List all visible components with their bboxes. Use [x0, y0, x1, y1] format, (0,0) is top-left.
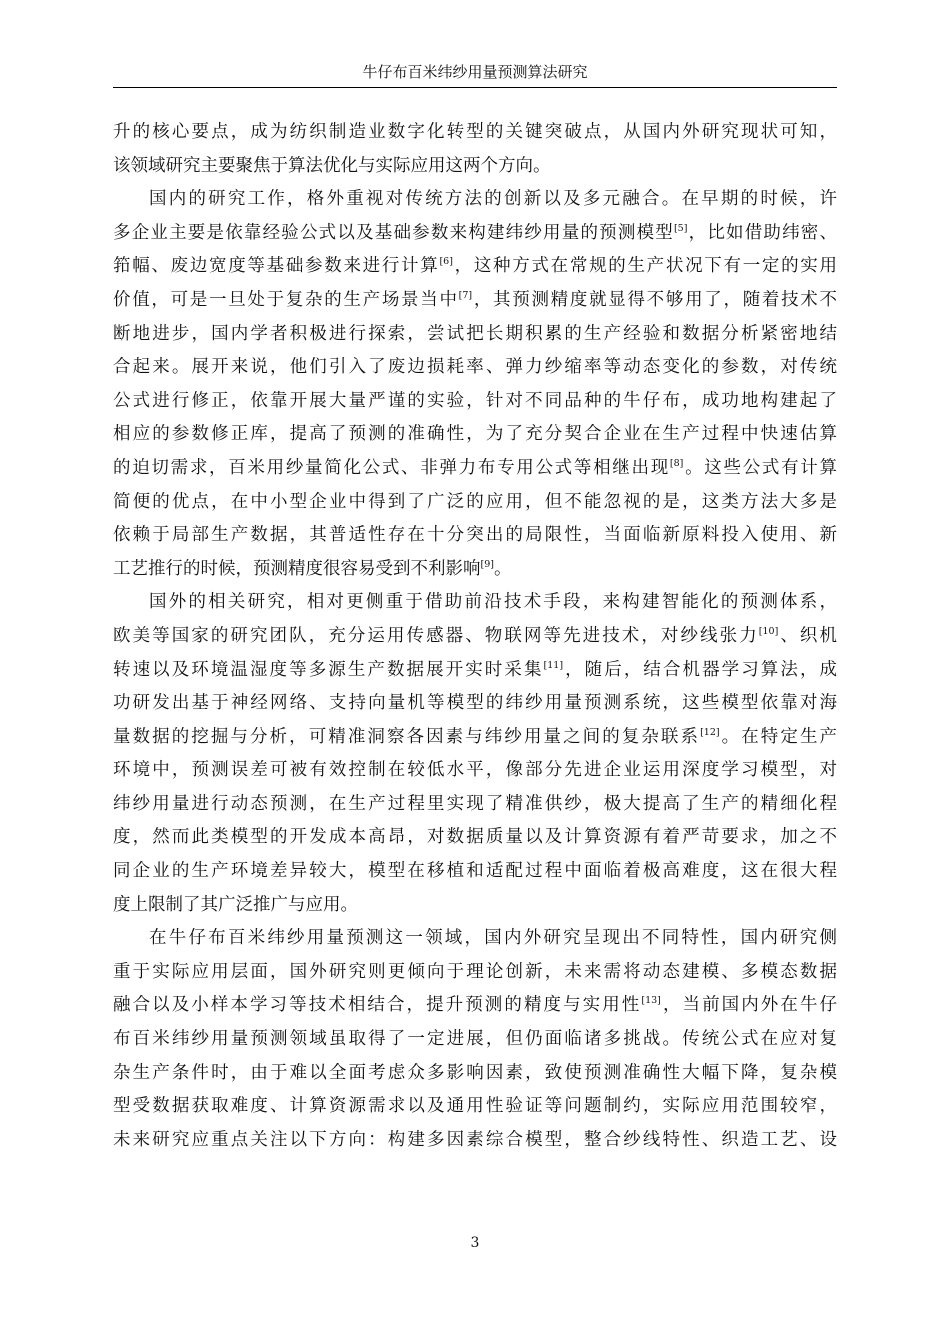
text-segment: 筘幅、废边宽度等基础参数来进行计算 — [113, 256, 440, 277]
text-line — [113, 217, 837, 251]
page-number: 3 — [470, 1235, 480, 1251]
text-line — [113, 150, 837, 184]
text-line — [113, 418, 837, 452]
text-segment: 同企业的生产环境差异较大，模型在移植和适配过程中面临着极高难度，这在很大程 — [113, 861, 837, 882]
text-line — [113, 922, 837, 956]
citation-superscript: [10] — [758, 626, 779, 638]
citation-superscript: [12] — [700, 726, 720, 738]
text-segment: 合起来。展开来说，他们引入了废边损耗率、弹力纱缩率等动态变化的参数，对传统 — [113, 357, 837, 378]
text-line — [113, 855, 837, 889]
text-segment: 的迫切需求，百米用纱量简化公式、非弹力布专用公式等相继出现 — [113, 457, 670, 478]
text-line — [113, 687, 837, 721]
text-segment: ，这种方式在常规的生产状况下有一定的实用 — [452, 256, 837, 277]
text-segment: 纬纱用量进行动态预测，在生产过程里实现了精准供纱，极大提高了生产的精细化程 — [113, 793, 837, 814]
text-line — [113, 1124, 837, 1158]
text-segment: 价值，可是一旦处于复杂的生产场景当中 — [113, 289, 459, 310]
text-segment: 升的核心要点，成为纺织制造业数字化转型的关键突破点，从国内外研究现状可知， — [113, 122, 837, 142]
text-segment: 度，然而此类模型的开发成本高昂，对数据质量以及计算资源有着严苛要求，加之不 — [113, 827, 837, 848]
text-line — [113, 721, 837, 755]
text-line — [113, 486, 837, 520]
paragraph — [113, 586, 837, 922]
text-line — [113, 250, 837, 284]
text-segment: 、织机 — [778, 625, 837, 646]
text-line — [113, 956, 837, 990]
text-segment: 度上限制了其广泛推广与应用。 — [113, 894, 358, 915]
text-segment: 公式进行修正，依靠开展大量严谨的实验，针对不同品种的牛仔布，成功地构建起了 — [113, 390, 837, 411]
text-segment: 简便的优点，在中小型企业中得到了广泛的应用，但不能忽视的是，这类方法大多是 — [113, 491, 837, 512]
paragraph — [113, 922, 837, 1157]
text-line — [113, 318, 837, 352]
text-line — [113, 385, 837, 419]
text-segment: ，比如借助纬密、 — [687, 222, 837, 243]
text-line — [113, 553, 837, 587]
text-segment: 功研发出基于神经网络、支持向量机等模型的纬纱用量预测系统，这些模型依靠对海 — [113, 693, 837, 714]
citation-superscript: [6] — [439, 256, 453, 268]
text-segment: 在牛仔布百米纬纱用量预测这一领域，国内外研究呈现出不同特性，国内研究侧 — [149, 928, 837, 949]
text-line — [113, 1023, 837, 1057]
text-segment: 国内的研究工作，格外重视对传统方法的创新以及多元融合。在早期的时候，许 — [149, 189, 837, 210]
text-segment: 量数据的挖掘与分析，可精准洞察各因素与纬纱用量之间的复杂联系 — [113, 726, 701, 747]
text-line — [113, 788, 837, 822]
text-segment: 欧美等国家的研究团队，充分运用传感器、物联网等先进技术，对纱线张力 — [113, 625, 759, 646]
paragraph — [113, 183, 837, 586]
text-line — [113, 1057, 837, 1091]
text-line — [113, 1090, 837, 1124]
text-segment: 国外的相关研究，相对更侧重于借助前沿技术手段，来构建智能化的预测体系， — [149, 592, 837, 613]
text-segment: ，随后，结合机器学习算法，成 — [563, 659, 837, 680]
running-header: 牛仔布百米纬纱用量预测算法研究 — [362, 63, 588, 81]
citation-superscript: [9] — [480, 558, 494, 570]
text-line — [113, 452, 837, 486]
text-segment: 未来研究应重点关注以下方向：构建多因素综合模型，整合纱线特性、织造工艺、设 — [113, 1129, 837, 1150]
text-segment: 。 — [493, 558, 512, 579]
text-line — [113, 284, 837, 318]
text-segment: 杂生产条件时，由于难以全面考虑众多影响因素，致使预测准确性大幅下降，复杂模 — [113, 1062, 837, 1083]
header-rule — [113, 87, 837, 88]
citation-superscript: [11] — [543, 659, 564, 671]
text-segment: 依赖于局部生产数据，其普适性存在十分突出的局限性，当面临新原料投入使用、新 — [113, 525, 837, 546]
text-line — [113, 889, 837, 923]
text-line — [113, 989, 837, 1023]
text-segment: 。这些公式有计算 — [683, 457, 837, 478]
text-segment: 融合以及小样本学习等技术相结合，提升预测的精度与实用性 — [113, 995, 642, 1016]
text-segment: 。在特定生产 — [719, 726, 837, 747]
text-segment: 断地进步，国内学者积极进行探索，尝试把长期积累的生产经验和数据分析紧密地结 — [113, 323, 837, 344]
text-line — [113, 620, 837, 654]
text-segment: 布百米纬纱用量预测领域虽取得了一定进展，但仍面临诸多挑战。传统公式在应对复 — [113, 1029, 837, 1050]
citation-superscript: [7] — [458, 290, 473, 302]
text-line — [113, 519, 837, 553]
body-text — [113, 116, 837, 1157]
text-line — [113, 351, 837, 385]
text-line — [113, 183, 837, 217]
text-line — [113, 116, 837, 150]
text-segment: ，当前国内外在牛仔 — [660, 995, 837, 1016]
text-segment: 多企业主要是依靠经验公式以及基础参数来构建纬纱用量的预测模型 — [113, 222, 674, 243]
text-line — [113, 654, 837, 688]
paragraph — [113, 116, 837, 183]
text-segment: 型受数据获取难度、计算资源需求以及通用性验证等问题制约，实际应用范围较窄， — [113, 1096, 837, 1117]
text-line — [113, 586, 837, 620]
citation-superscript: [5] — [673, 222, 688, 234]
text-segment: 相应的参数修正库，提高了预测的准确性，为了充分契合企业在生产过程中快速估算 — [113, 424, 837, 445]
citation-superscript: [8] — [669, 458, 684, 470]
text-segment: 环境中，预测误差可被有效控制在较低水平，像部分先进企业运用深度学习模型，对 — [113, 760, 837, 781]
text-segment: 重于实际应用层面，国外研究则更倾向于理论创新，未来需将动态建模、多模态数据 — [113, 961, 837, 982]
text-line — [113, 754, 837, 788]
text-segment: ，其预测精度就显得不够用了，随着技术不 — [472, 289, 837, 310]
text-segment: 转速以及环境温湿度等多源生产数据展开实时采集 — [113, 659, 544, 680]
text-line — [113, 821, 837, 855]
citation-superscript: [13] — [641, 995, 661, 1007]
text-segment: 工艺推行的时候，预测精度很容易受到不利影响 — [113, 558, 481, 579]
text-segment: 该领域研究主要聚焦于算法优化与实际应用这两个方向。 — [113, 155, 551, 176]
